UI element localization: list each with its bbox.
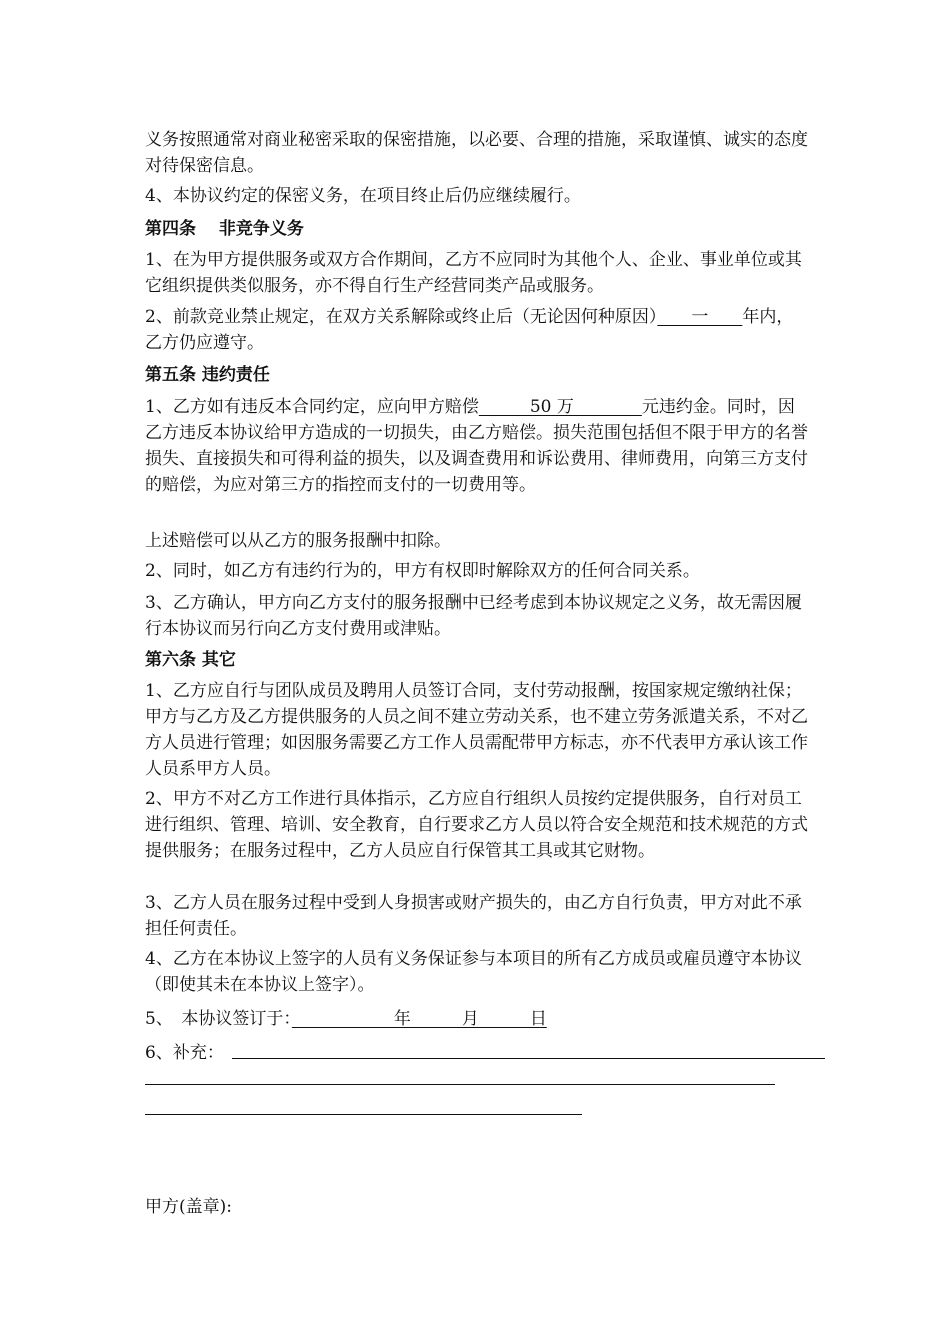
paragraph-noncompete-1: 1、在为甲方提供服务或双方合作期间，乙方不应同时为其他个人、企业、事业单位或其它组织提供类似服务，亦不得自行生产经营同类产品或服务。 bbox=[145, 250, 802, 296]
signing-date-blank: 年 月 日 bbox=[291, 1009, 547, 1029]
paragraph-confidentiality-continued: 义务按照通常对商业秘密采取的保密措施，以必要、合理的措施，采取谨慎、诚实的态度对待保密信息。 bbox=[145, 130, 808, 176]
supplement-line-3 bbox=[145, 1114, 582, 1115]
party-a-signature-label: 甲方(盖章): bbox=[145, 1197, 232, 1217]
penalty-amount-blank: 50 万 bbox=[478, 397, 642, 417]
paragraph-liability-deduction: 上述赔偿可以从乙方的服务报酬中扣除。 bbox=[145, 531, 451, 551]
section-heading-4: 第四条 非竞争义务 bbox=[145, 219, 304, 239]
section-heading-5: 第五条 违约责任 bbox=[145, 365, 270, 385]
paragraph-signing-date: 5、 本协议签订于： 年 月 日 bbox=[145, 1009, 547, 1029]
paragraph-other-3: 3、乙方人员在服务过程中受到人身损害或财产损失的，由乙方自行负责，甲方对此不承担任何责任。 bbox=[145, 893, 802, 939]
paragraph-liability-1: 1、乙方如有违反本合同约定，应向甲方赔偿 50 万 元违约金。同时，因乙方违反本协议给甲方造成的一切损失，由乙方赔偿。损失范围包括但不限于甲方的名誉损失、直接损失和可得利益的损失，以及调查费用和诉讼费用、律师费用，向第三方支付的赔偿，为应对第三方的指控而支付的一切费用等。 bbox=[145, 397, 808, 495]
section-heading-6: 第六条 其它 bbox=[145, 650, 236, 670]
paragraph-other-2: 2、甲方不对乙方工作进行具体指示，乙方应自行组织人员按约定提供服务，自行对员工进行组织、管理、培训、安全教育，自行要求乙方人员以符合安全规范和技术规范的方式提供服务；在服务过程中，乙方人员应自行保管其工具或其它财物。 bbox=[145, 789, 808, 861]
paragraph-liability-3: 3、乙方确认，甲方向乙方支付的服务报酬中已经考虑到本协议规定之义务，故无需因履行本协议而另行向乙方支付费用或津贴。 bbox=[145, 593, 802, 639]
paragraph-other-4: 4、乙方在本协议上签字的人员有义务保证参与本项目的所有乙方成员或雇员遵守本协议（即使其未在本协议上签字）。 bbox=[145, 949, 802, 995]
paragraph-supplement: 6、补充： bbox=[145, 1043, 224, 1063]
paragraph-confidentiality-4: 4、本协议约定的保密义务，在项目终止后仍应继续履行。 bbox=[145, 186, 581, 206]
paragraph-noncompete-2: 2、前款竞业禁止规定，在双方关系解除或终止后（无论因何种原因） 一 年内，乙方仍应遵守。 bbox=[145, 307, 794, 353]
supplement-line-2 bbox=[145, 1084, 775, 1085]
paragraph-other-1: 1、乙方应自行与团队成员及聘用人员签订合同，支付劳动报酬，按国家规定缴纳社保；甲方与乙方及乙方提供服务的人员之间不建立劳动关系，也不建立劳务派遣关系，不对乙方人员进行管理；如因服务需要乙方工作人员需配带甲方标志，亦不代表甲方承认该工作人员系甲方人员。 bbox=[145, 681, 808, 779]
paragraph-liability-2: 2、同时，如乙方有违约行为的，甲方有权即时解除双方的任何合同关系。 bbox=[145, 561, 700, 581]
supplement-line-1 bbox=[232, 1058, 825, 1059]
noncompete-years-blank: 一 bbox=[657, 307, 743, 327]
